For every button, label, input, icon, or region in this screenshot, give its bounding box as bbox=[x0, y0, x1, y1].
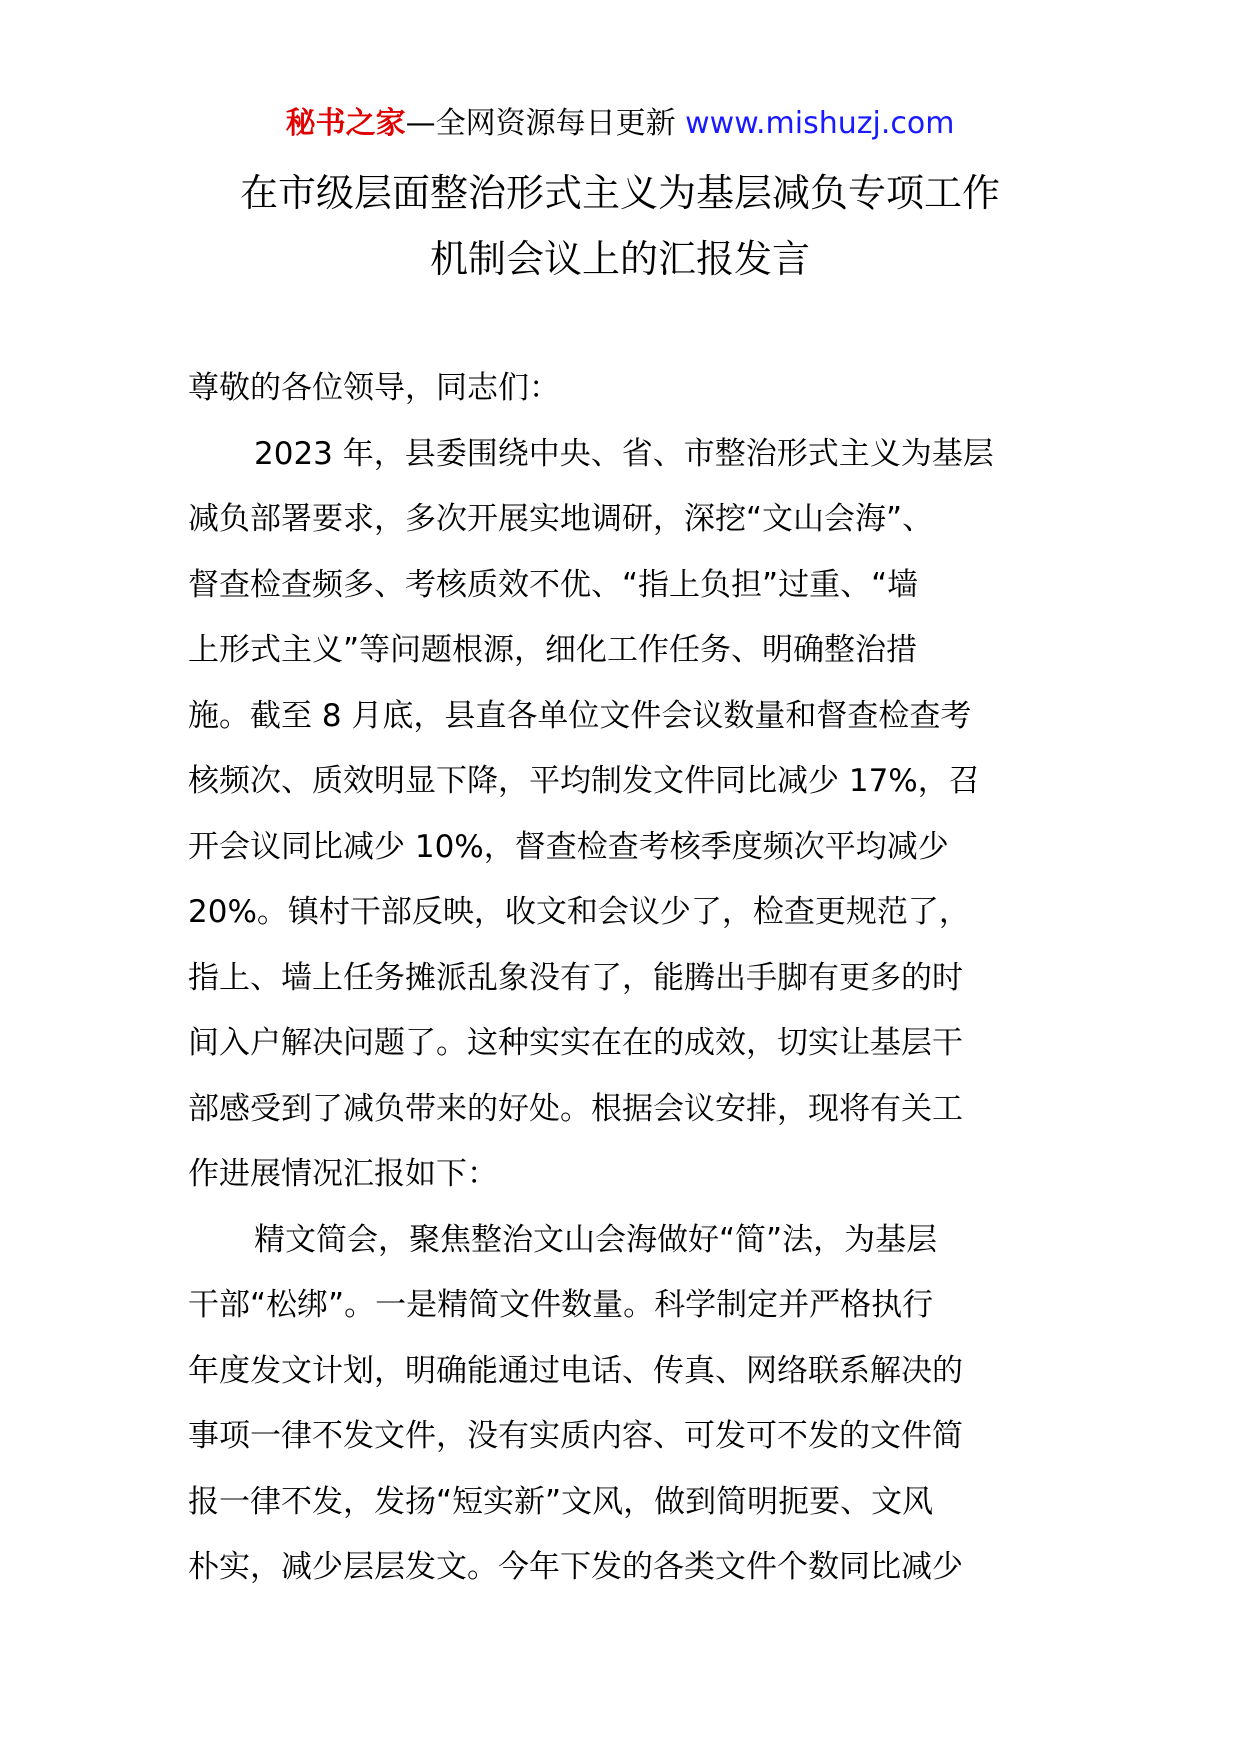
body-line: 部感受到了减负带来的好处。根据会议安排，现将有关工 bbox=[188, 1090, 963, 1127]
site-tagline: —全网资源每日更新 bbox=[405, 106, 676, 141]
site-watermark-header bbox=[0, 102, 1240, 146]
body-line: 减负部署要求，多次开展实地调研，深挖“文山会海”、 bbox=[188, 501, 934, 537]
body-line: 干部“松绑”。一是精简文件数量。科学制定并严格执行 bbox=[188, 1287, 934, 1323]
body-line: 2023 年，县委围绕中央、省、市整治形式主义为基层 bbox=[254, 435, 994, 472]
body-line: 指上、墙上任务摊派乱象没有了，能腾出手脚有更多的时 bbox=[188, 959, 963, 996]
body-line: 核频次、质效明显下降，平均制发文件同比减少 17%，召 bbox=[188, 763, 980, 799]
body-line: 督查检查频多、考核质效不优、“指上负担”过重、“墙 bbox=[188, 566, 919, 603]
document-title bbox=[0, 160, 1240, 292]
body-line: 上形式主义”等问题根源，细化工作任务、明确整治措 bbox=[188, 632, 918, 668]
body-line: 20%。镇村干部反映，收文和会议少了，检查更规范了， bbox=[188, 894, 970, 930]
body-line: 作进展情况汇报如下： bbox=[188, 1156, 498, 1192]
body-line: 朴实，减少层层发文。今年下发的各类文件个数同比减少 bbox=[188, 1549, 963, 1585]
site-brand: 秘书之家 bbox=[285, 106, 406, 141]
body-line: 报一律不发，发扬“短实新”文风，做到简明扼要、文风 bbox=[188, 1483, 934, 1520]
title-line-1: 在市级层面整治形式主义为基层减负专项工作 bbox=[239, 171, 1000, 215]
body-line: 间入户解决问题了。这种实实在在的成效，切实让基层干 bbox=[188, 1025, 963, 1061]
body-line: 开会议同比减少 10%，督查检查考核季度频次平均减少 bbox=[188, 828, 949, 865]
body-line: 事项一律不发文件，没有实质内容、可发可不发的文件简 bbox=[188, 1418, 963, 1454]
body-line: 年度发文计划，明确能通过电话、传真、网络联系解决的 bbox=[188, 1352, 963, 1389]
body-line: 精文简会，聚焦整治文山会海做好“简”法，为基层 bbox=[254, 1221, 938, 1258]
site-url-link[interactable]: www.mishuzj.com bbox=[685, 106, 955, 141]
body-line: 施。截至 8 月底，县直各单位文件会议数量和督查检查考 bbox=[188, 697, 972, 734]
title-line-2: 机制会议上的汇报发言 bbox=[429, 237, 810, 281]
document-body bbox=[188, 356, 1054, 1601]
salutation: 尊敬的各位领导，同志们： bbox=[188, 370, 560, 406]
